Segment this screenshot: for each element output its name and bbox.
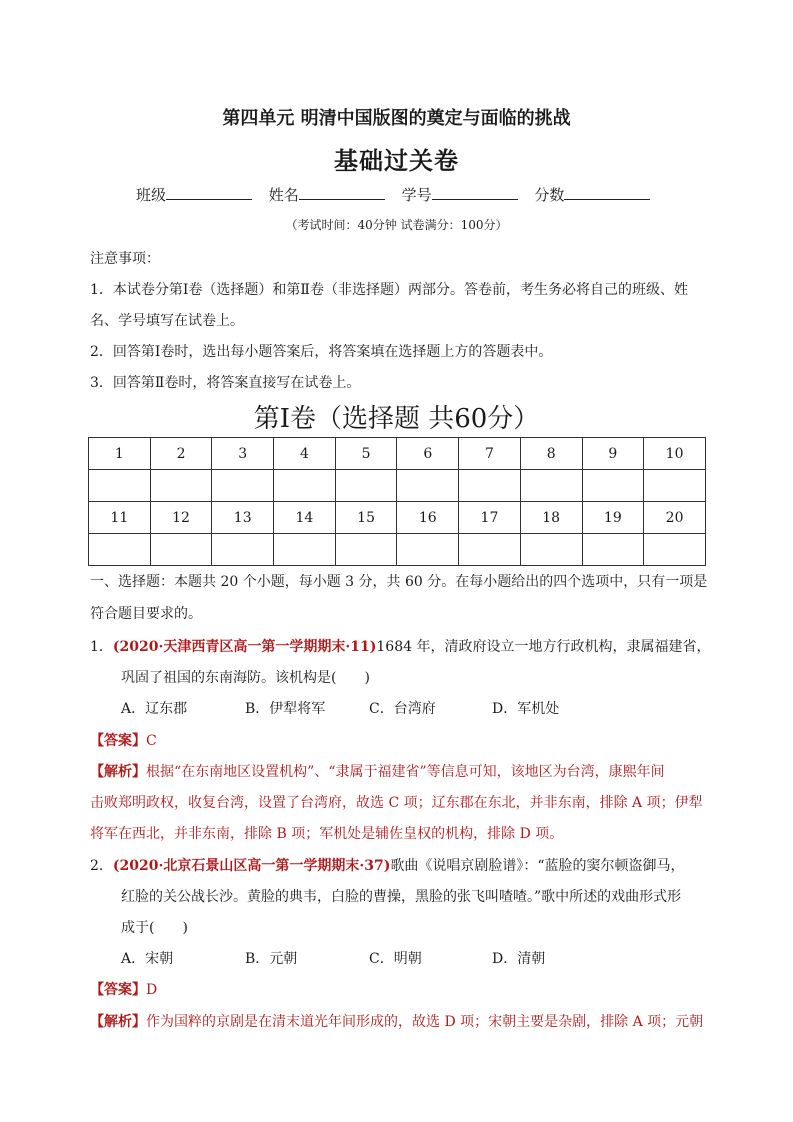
- grid-num-9: 9: [582, 438, 644, 470]
- question-2-number: 2．: [90, 858, 113, 874]
- grid-num-2: 2: [150, 438, 212, 470]
- grid-num-12: 12: [150, 502, 212, 534]
- answer-cell[interactable]: [582, 534, 644, 566]
- grid-num-5: 5: [335, 438, 397, 470]
- unit-title: 第四单元 明清中国版图的奠定与面临的挑战: [222, 108, 571, 129]
- score-blank[interactable]: [564, 184, 650, 200]
- question-2-answer: [90, 979, 157, 999]
- note-item-2: 2．回答第Ⅰ卷时，选出每小题答案后，将答案填在选择题上方的答题表中。: [90, 344, 553, 360]
- grid-num-10: 10: [644, 438, 706, 470]
- answer-value: C: [146, 733, 157, 749]
- paper-title: 基础过关卷: [334, 146, 459, 175]
- answer-cell[interactable]: [459, 470, 521, 502]
- grid-num-17: 17: [459, 502, 521, 534]
- answer-cell[interactable]: [212, 534, 274, 566]
- class-blank[interactable]: [166, 184, 252, 200]
- grid-num-3: 3: [212, 438, 274, 470]
- grid-num-18: 18: [520, 502, 582, 534]
- question-2-option-c: C．明朝: [369, 951, 422, 967]
- answer-cell[interactable]: [150, 470, 212, 502]
- question-2-source: (2020·北京石景山区高一第一学期期末·37): [112, 858, 391, 874]
- answer-label: 【答案】: [90, 982, 146, 998]
- analysis-text: 根据“在东南地区设置机构”、“隶属于福建省”等信息可知，该地区为台湾，康熙年间: [146, 764, 665, 780]
- notes-title: 注意事项：: [90, 251, 160, 267]
- grid-num-7: 7: [459, 438, 521, 470]
- name-label: 姓名: [268, 186, 299, 204]
- grid-num-14: 14: [274, 502, 336, 534]
- question-1-option-d: D．军机处: [492, 701, 560, 717]
- answer-cell[interactable]: [89, 534, 151, 566]
- score-label: 分数: [534, 186, 565, 204]
- grid-num-20: 20: [644, 502, 706, 534]
- answer-cell[interactable]: [644, 534, 706, 566]
- question-2-text-line1: 歌曲《说唱京剧脸谱》：“蓝脸的窦尔顿盗御马，: [390, 858, 685, 874]
- exam-time-note: （考试时间：40分钟 试卷满分：100分）: [285, 218, 508, 232]
- answer-grid-blank-row-2: [89, 534, 706, 566]
- answer-cell[interactable]: [335, 534, 397, 566]
- section-title: 第Ⅰ卷（选择题 共60分）: [253, 404, 540, 434]
- question-1-option-a: A．辽东郡: [121, 701, 188, 717]
- question-1-analysis-line2: 击败郑明政权，收复台湾，设置了台湾府，故选 C 项；辽东郡在东北，并非东南，排除 A 项；伊犁: [90, 795, 703, 811]
- question-1-analysis-line1: [90, 761, 665, 781]
- answer-cell[interactable]: [520, 534, 582, 566]
- answer-grid-header-row-2: [89, 502, 706, 534]
- grid-num-11: 11: [89, 502, 151, 534]
- answer-cell[interactable]: [459, 534, 521, 566]
- analysis-label: 【解析】: [90, 1014, 146, 1030]
- answer-cell[interactable]: [582, 470, 644, 502]
- answer-grid: [88, 437, 706, 566]
- question-2-analysis-line1: [90, 1011, 703, 1031]
- grid-num-8: 8: [520, 438, 582, 470]
- question-2-stem: [90, 855, 685, 875]
- question-1-option-b: B．伊犁将军: [245, 701, 326, 717]
- analysis-text: 作为国粹的京剧是在清末道光年间形成的，故选 D 项；宋朝主要是杂剧，排除 A 项；元朝: [146, 1014, 704, 1030]
- note-item-3: 3．回答第Ⅱ卷时，将答案直接写在试卷上。: [90, 375, 361, 391]
- question-1-stem: [90, 636, 710, 656]
- question-2-option-b: B．元朝: [245, 951, 298, 967]
- question-1-source: (2020·天津西青区高一第一学期期末·11): [112, 639, 377, 655]
- class-label: 班级: [136, 186, 167, 204]
- answer-cell[interactable]: [520, 470, 582, 502]
- answer-cell[interactable]: [274, 534, 336, 566]
- answer-grid-blank-row-1: [89, 470, 706, 502]
- question-2-text-line3: 成于( ): [121, 920, 188, 936]
- grid-num-16: 16: [397, 502, 459, 534]
- question-1-analysis-line3: 将军在西北，并非东南，排除 B 项；军机处是辅佐皇权的机构，排除 D 项。: [90, 826, 564, 842]
- student-id-blank[interactable]: [432, 184, 518, 200]
- answer-cell[interactable]: [89, 470, 151, 502]
- answer-cell[interactable]: [397, 534, 459, 566]
- answer-cell[interactable]: [150, 534, 212, 566]
- answer-cell[interactable]: [644, 470, 706, 502]
- grid-num-6: 6: [397, 438, 459, 470]
- question-2-text-line2: 红脸的关公战长沙。黄脸的典韦，白脸的曹操，黑脸的张飞叫喳喳。”歌中所述的戏曲形式形: [121, 889, 682, 905]
- answer-value: D: [146, 982, 158, 998]
- name-blank[interactable]: [299, 184, 385, 200]
- grid-num-4: 4: [274, 438, 336, 470]
- question-1-text-line2: 巩固了祖国的东南海防。该机构是( ): [121, 670, 370, 686]
- grid-num-19: 19: [582, 502, 644, 534]
- grid-num-15: 15: [335, 502, 397, 534]
- question-2-option-a: A．宋朝: [121, 951, 174, 967]
- instructions-line1: 一、选择题：本题共 20 个小题，每小题 3 分，共 60 分。在每小题给出的四个选项中，只有一项是: [90, 574, 708, 590]
- answer-cell[interactable]: [397, 470, 459, 502]
- grid-num-13: 13: [212, 502, 274, 534]
- student-info-fields: [136, 184, 662, 205]
- instructions-line2: 符合题目要求的。: [90, 606, 202, 622]
- question-1-text-line1: 1684 年，清政府设立一地方行政机构，隶属福建省，: [376, 639, 711, 655]
- note-item-1-line1: 1．本试卷分第Ⅰ卷（选择题）和第Ⅱ卷（非选择题）两部分。答卷前，考生务必将自己的班级、姓: [90, 282, 688, 298]
- answer-cell[interactable]: [274, 470, 336, 502]
- question-1-number: 1．: [90, 639, 113, 655]
- question-1-option-c: C．台湾府: [369, 701, 436, 717]
- question-1-answer: [90, 730, 157, 750]
- answer-label: 【答案】: [90, 733, 146, 749]
- answer-cell[interactable]: [212, 470, 274, 502]
- grid-num-1: 1: [89, 438, 151, 470]
- note-item-1-line2: 名、学号填写在试卷上。: [90, 313, 244, 329]
- analysis-label: 【解析】: [90, 764, 146, 780]
- answer-cell[interactable]: [335, 470, 397, 502]
- question-2-option-d: D．清朝: [492, 951, 546, 967]
- student-id-label: 学号: [401, 186, 432, 204]
- answer-grid-header-row-1: [89, 438, 706, 470]
